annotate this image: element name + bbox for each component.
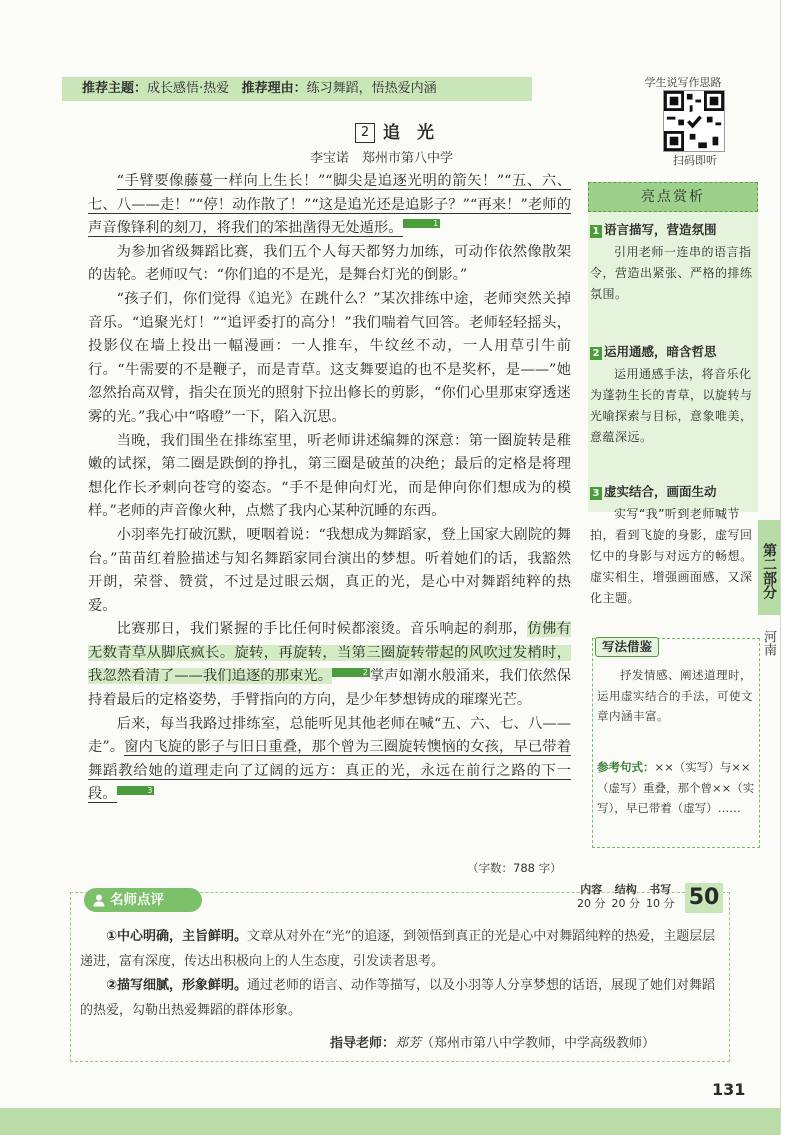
review-point [80, 925, 720, 974]
paragraph [88, 713, 571, 807]
writing-tip-box [592, 638, 760, 848]
reason-value: 练习舞蹈，悟热爱内涵 [306, 81, 437, 96]
highlight-title: 语言描写，营造氛围 [604, 222, 717, 237]
bottom-strip [0, 1108, 780, 1135]
paragraph: 小羽率先打破沉默，哽咽着说：“我想成为舞蹈家，登上国家大剧院的舞台。”苗苗红着脸描述与知名舞蹈家同台演出的梦想。听着她们的话，我豁然开朗，荣誉、赞赏，不过是过眼云烟，真正的光，是心中对舞蹈纯粹的热爱。 [88, 526, 571, 614]
highlight-item [590, 342, 755, 448]
review-text [80, 925, 720, 1023]
paragraph-6-a: 比赛那日，我们紧握的手比任何时候都滚烫。音乐响起的刹那， [116, 621, 528, 638]
score-header: 结构 [614, 883, 637, 896]
article-title [355, 118, 434, 142]
score-header: 内容 [580, 883, 603, 896]
qr-scan-text: 扫码即听 [673, 154, 717, 167]
review-heading [84, 888, 202, 912]
person-icon [92, 893, 106, 907]
paragraph-6-highlight: 仿佛有无数青草从脚底疯长。旋转，再旋转，当第三圈旋转带起的风吹过发梢时，我忽然看清了——我们追逐的那束光。 [88, 621, 571, 685]
paragraph-7-a: 后来，每当我路过排练室，总能听见其他老师在喊“五、六、七、八——走”。 [88, 715, 571, 756]
paragraph: 当晚，我们围坐在排练室里，听老师讲述编舞的深意：第一圈旋转是稚嫩的试探，第二圈是跌倒的挣扎，第三圈是破茧的决绝；最后的定格是将理想化作长矛刺向苍穹的姿态。“手不是伸向灯光，而是伸向你们想成为的模样。”老师的声音像火种，点燃了我内心某种沉睡的东西。 [88, 432, 571, 520]
tip-ref-text: ××（实写）与××（虚写）重叠，那个曾××（实写），早已带着（虚写）…… [597, 760, 755, 815]
highlight-title: 运用通感，暗含哲思 [604, 344, 717, 359]
review-point-lead: ②描写细腻，形象鲜明。 [106, 978, 248, 993]
highlight-text: 运用通感手法，将音乐化为蓬勃生长的青草，以旋转与光喻探索与目标，意象唯美，意蕴深远。 [590, 367, 753, 444]
review-heading-text: 名师点评 [110, 892, 164, 908]
paragraph [88, 618, 571, 712]
paragraph [88, 170, 571, 241]
section-tab[interactable]: 第二部分 [758, 520, 780, 615]
article-number: 2 [355, 123, 375, 143]
score-total: 50 [685, 883, 723, 913]
score-value: 20 分 [577, 897, 606, 910]
highlight-num: 1 [590, 225, 602, 238]
tip-ref-label: 参考句式： [597, 760, 655, 774]
reason-label: 推荐理由： [241, 81, 307, 96]
review-point [80, 974, 720, 1023]
paragraph-1-text: “手臂要像藤蔓一样向上生长！”“脚尖是追逐光明的箭矢！”“五、六、七、八——走！”“停！动作散了！”“这是追光还是追影子？”“再来！”老师的声音像锋利的刻刀，将我们的笨拙凿得无处遁形。 [88, 173, 571, 237]
score-value: 10 分 [646, 897, 675, 910]
note-marker-1: 1 [403, 219, 441, 228]
review-point-text: 文章从对外在“光”的追逐，到领悟到真正的光是心中对舞蹈纯粹的热爱，主题层层递进，富有深度，传达出积极向上的人生态度，引发读者思考。 [80, 929, 716, 969]
word-count: （字数：788 字） [467, 861, 562, 875]
advisor [330, 1032, 655, 1051]
paragraph: “孩子们，你们觉得《追光》在跳什么？”某次排练中途，老师突然关掉音乐。“追聚光灯！”“追评委打的高分！”我们喘着气回答。老师轻轻摇头，投影仪在墙上投出一幅漫画：一人推车，牛纹丝不动，一人用草引牛前行。“牛需要的不是鞭子，而是青草。这支舞要追的也不是奖杯，是——”她忽然抬高双臂，指尖在顶光的照射下拉出修长的剪影，“你们心里那束穿透迷雾的光。”我心中“咯噔”一下，陷入沉思。 [88, 290, 571, 425]
paragraph: 为参加省级舞蹈比赛，我们五个人每天都努力加练，可动作依然像散架的齿轮。老师叹气：“你们追的不是光，是舞台灯光的倒影。” [88, 243, 571, 284]
qr-label: 学生说写作思路 [644, 76, 722, 89]
tip-heading: 写法借鉴 [595, 637, 659, 657]
advisor-name: 郑芳 [395, 1036, 422, 1051]
highlight-text: 引用老师一连串的语言指令，营造出紧张、严格的排练氛围。 [590, 245, 753, 301]
highlight-item [590, 220, 755, 305]
score-table [574, 883, 678, 911]
theme-value: 成长感悟·热爱 [147, 81, 230, 96]
highlight-item [590, 482, 755, 609]
score-header: 书写 [649, 883, 672, 896]
theme-label: 推荐主题： [82, 81, 148, 96]
article-body [88, 170, 571, 807]
highlight-num: 3 [590, 487, 602, 500]
advisor-info: （郑州市第八中学教师，中学高级教师） [421, 1036, 656, 1051]
review-point-text: 通过老师的语言、动作等描写，以及小羽等人分享梦想的话语，展现了她们对舞蹈的热爱，勾勒出热爱舞蹈的群体形象。 [80, 978, 716, 1018]
author: 李宝诺 郑州市第八中学 [310, 151, 454, 166]
tip-reference [597, 757, 755, 819]
article-title-text: 追 光 [383, 123, 434, 143]
highlights-heading: 亮点赏析 [588, 182, 758, 212]
score-value: 20 分 [611, 897, 640, 910]
tip-body: 抒发情感、阐述道理时，运用虚实结合的手法，可使文章内涵丰富。 [597, 668, 753, 723]
paragraph-6-b: 掌声如潮水般涌来，我们依然保持着最后的定格姿势，手臂指向的方向，是少年梦想铸成的璀璨光芒。 [88, 668, 571, 709]
note-marker-3: 3 [117, 786, 155, 795]
review-point-lead: ①中心明确，主旨鲜明。 [106, 929, 248, 944]
page-number: 131 [712, 1080, 746, 1099]
recommend-banner [62, 77, 532, 101]
highlight-text: 实写“我”听到老师喊节拍，看到飞旋的身影，虚写回忆中的身影与对远方的畅想。虚实相生，增强画面感，又深化主题。 [590, 507, 753, 605]
highlight-num: 2 [590, 347, 602, 360]
note-marker-2: 2 [332, 668, 370, 677]
region-label: 河南 [761, 630, 776, 656]
qr-code-icon[interactable] [663, 90, 725, 152]
paragraph-7-highlight: 窗内飞旋的影子与旧日重叠，那个曾为三圈旋转懊恼的女孩，早已带着舞蹈教给她的道理走向了辽阔的远方：真正的光，永远在前行之路的下一段。 [88, 739, 572, 803]
advisor-label: 指导老师： [330, 1036, 396, 1051]
highlight-title: 虚实结合，画面生动 [604, 484, 717, 499]
